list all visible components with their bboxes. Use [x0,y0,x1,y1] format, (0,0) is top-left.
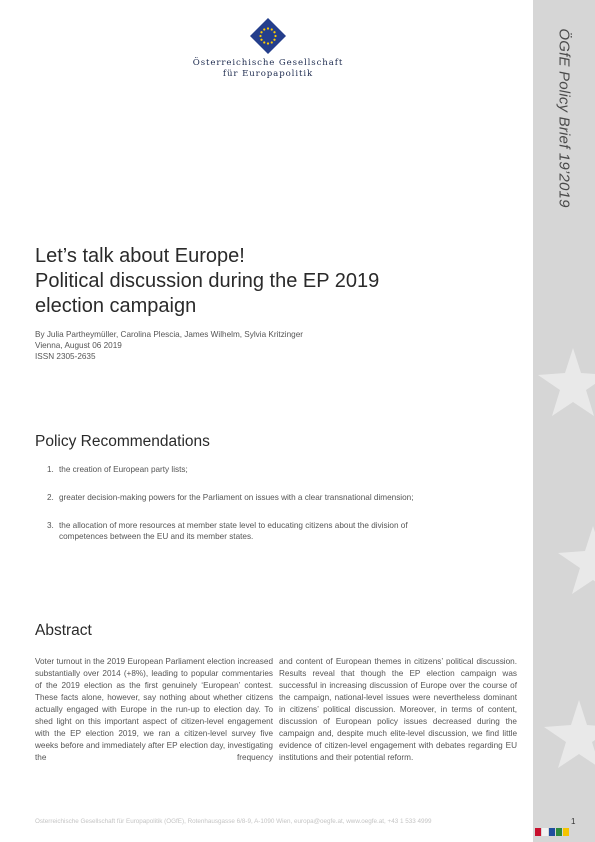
title-line3: election campaign [35,295,197,317]
place-date: Vienna, August 06 2019 [35,340,122,350]
recommendation-item [47,520,427,542]
flag-stripe [535,828,541,836]
flag-stripe [549,828,555,836]
recommendation-item [47,464,427,475]
abstract-column-left: Voter turnout in the 2019 European Parliament election increased substantially over 2014 (+8%), leading to popular commentaries of the 2019 election as the first genuinely ‘European’ contest. These facts alone, however, say nothing about whether citizens actually engaged with Europe in the run-up to election day. To shed light on this important aspect of citizen-level engagement with the EP election 2019, we ran a citizen-level survey five weeks before and immediately after EP election day, investigating the frequency [35,657,273,762]
recommendation-text: the allocation of more resources at member state level to educating citizens about the division of competences between the EU and its member states. [59,521,408,541]
authors: By Julia Partheymüller, Carolina Plescia, James Wilhelm, Sylvia Kritzinger [35,330,304,339]
recommendations-heading: Policy Recommendations [35,433,210,450]
page-number: 1 [571,817,576,826]
recommendation-number: 3. [47,521,54,530]
abstract-heading: Abstract [35,622,92,639]
recommendation-text: the creation of European party lists; [59,465,188,474]
recommendation-text: greater decision-making powers for the Parliament on issues with a clear transnational dimension; [59,493,414,502]
sidebar-title-text: ÖGfE Policy Brief 19’2019 [555,28,573,208]
footer-address: Österreichische Gesellschaft für Europapolitik (ÖGfE), Rotenhausgasse 6/8-9, A-1090 Wien, europa@oegfe.at, www.oegfe.at, +43 1 533 4999 [35,818,432,825]
document-title [35,244,515,319]
flag-stripe [563,828,569,836]
recommendation-number: 2. [47,493,54,502]
title-line1: Let’s talk about Europe! [35,245,245,267]
organization-name-line1: Österreichische Gesellschaft [192,58,344,68]
footer-flag-stripes [535,828,570,836]
organization-name [160,58,376,80]
flag-stripe [542,828,548,836]
recommendation-item [47,492,427,503]
abstract-column-right: and content of European themes in citizens’ political discussion. Results reveal that though the EP election campaign was successful in increasing discussion of Europe over the course of the campaign, national-level issues were nevertheless dominant in citizens’ political discussion. Moreover, in terms of content, discussion of European policy issues decreased during the campaign and, despite much elite-level discussion, we find little evidence of citizen-level engagement with debates regarding EU institutions and their potential reform. [279,657,517,762]
recommendations-list [47,464,427,559]
document-meta [35,330,303,362]
eu-logo-icon [249,17,287,55]
flag-stripe [556,828,562,836]
title-line2: Political discussion during the EP 2019 [35,270,380,292]
issn: ISSN 2305-2635 [35,351,96,361]
recommendation-number: 1. [47,465,54,474]
organization-name-line2: für Europapolitik [222,69,314,79]
